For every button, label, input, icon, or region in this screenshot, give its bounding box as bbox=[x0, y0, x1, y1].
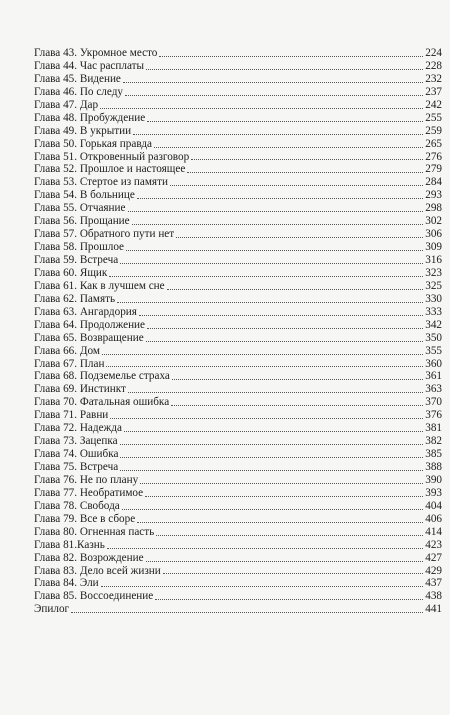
toc-entry bbox=[34, 151, 442, 164]
dot-leader bbox=[132, 223, 424, 225]
dot-leader bbox=[125, 94, 423, 96]
dot-leader bbox=[159, 55, 423, 57]
toc-entry bbox=[34, 47, 442, 60]
dot-leader bbox=[106, 365, 423, 367]
toc-entry bbox=[34, 254, 442, 267]
toc-entry-title: Глава 71. Равни bbox=[34, 409, 109, 422]
toc-entry bbox=[34, 590, 442, 603]
toc-entry bbox=[34, 267, 442, 280]
toc-entry-page-number: 382 bbox=[425, 435, 442, 448]
toc-entry bbox=[34, 86, 442, 99]
toc-entry bbox=[34, 474, 442, 487]
toc-entry bbox=[34, 396, 442, 409]
toc-entry-title: Глава 75. Встреча bbox=[34, 461, 119, 473]
toc-entry-page-number: 316 bbox=[425, 254, 442, 266]
toc-entry-title: Глава 85. Воссоединение bbox=[34, 590, 154, 603]
toc-entry bbox=[34, 215, 442, 228]
toc-entry-title: Глава 79. Все в сборе bbox=[34, 512, 136, 525]
dot-leader bbox=[171, 404, 423, 406]
toc-entry-title: Глава 63. Ангардория bbox=[34, 305, 137, 318]
toc-entry-title: Глава 55. Отчаяние bbox=[34, 202, 126, 215]
toc-entry-title: Глава 68. Подземелье страха bbox=[34, 370, 170, 383]
toc-entry bbox=[34, 552, 442, 565]
toc-entry-page-number: 279 bbox=[425, 163, 442, 176]
toc-entry bbox=[34, 383, 442, 396]
toc-entry-title: Глава 58. Прошлое bbox=[34, 241, 125, 254]
dot-leader bbox=[140, 482, 423, 484]
toc-entry-page-number: 355 bbox=[425, 344, 442, 357]
toc-entry-title: Глава 84. Эли bbox=[34, 577, 99, 590]
toc-entry bbox=[34, 319, 442, 332]
toc-entry bbox=[34, 176, 442, 189]
dot-leader bbox=[128, 391, 423, 393]
toc-entry-page-number: 323 bbox=[425, 266, 442, 279]
toc-entry bbox=[34, 539, 442, 552]
dot-leader bbox=[101, 585, 424, 587]
toc-entry-page-number: 441 bbox=[425, 603, 442, 616]
toc-entry-title: Глава 64. Продолжение bbox=[34, 318, 146, 331]
toc-entry-page-number: 414 bbox=[425, 525, 442, 538]
toc-entry-title: Глава 78. Свобода bbox=[34, 499, 120, 512]
dot-leader bbox=[167, 288, 424, 290]
toc-entry-page-number: 333 bbox=[425, 305, 442, 318]
toc-entry-page-number: 404 bbox=[425, 499, 442, 512]
dot-leader bbox=[139, 314, 423, 316]
dot-leader bbox=[163, 572, 423, 574]
dot-leader bbox=[100, 107, 423, 109]
toc-entry bbox=[34, 448, 442, 461]
dot-leader bbox=[146, 560, 424, 562]
dot-leader bbox=[107, 547, 423, 549]
dot-leader bbox=[117, 301, 423, 303]
dot-leader bbox=[147, 120, 423, 122]
dot-leader bbox=[172, 378, 423, 380]
toc-entry-title: Глава 60. Ящик bbox=[34, 266, 108, 279]
dot-leader bbox=[120, 469, 423, 471]
toc-entry-title: Глава 59. Встреча bbox=[34, 254, 119, 266]
toc-entry-title: Глава 53. Стертое из памяти bbox=[34, 176, 168, 189]
dot-leader bbox=[156, 534, 423, 536]
toc-entry-title: Глава 56. Прощание bbox=[34, 215, 130, 228]
toc-entry-page-number: 370 bbox=[425, 396, 442, 409]
toc-entry-page-number: 363 bbox=[425, 383, 442, 396]
toc-entry bbox=[34, 513, 442, 526]
toc-entry-title: Глава 66. Дом bbox=[34, 344, 100, 357]
toc-entry bbox=[34, 422, 442, 435]
toc-entry-title: Глава 50. Горькая правда bbox=[34, 137, 153, 150]
toc-entry-title: Глава 74. Ошибка bbox=[34, 448, 119, 461]
toc-entry bbox=[34, 370, 442, 383]
dot-leader bbox=[154, 146, 423, 148]
dot-leader bbox=[124, 430, 423, 432]
toc-entry bbox=[34, 603, 442, 616]
toc-entry bbox=[34, 202, 442, 215]
toc-entry-title: Глава 62. Память bbox=[34, 292, 116, 305]
toc-entry-title: Глава 72. Надежда bbox=[34, 422, 122, 435]
toc-entry-title: Глава 82. Возрождение bbox=[34, 551, 144, 564]
toc-entry-title: Глава 57. Обратного пути нет bbox=[34, 228, 175, 241]
toc-entry-title: Глава 70. Фатальная ошибка bbox=[34, 396, 170, 409]
dot-leader bbox=[187, 171, 423, 173]
toc-entry bbox=[34, 358, 442, 371]
toc-entry bbox=[34, 73, 442, 86]
toc-entry-page-number: 306 bbox=[425, 228, 442, 241]
toc-entry bbox=[34, 293, 442, 306]
toc-entry-page-number: 342 bbox=[425, 318, 442, 331]
toc-entry-page-number: 406 bbox=[425, 512, 442, 525]
dot-leader bbox=[133, 133, 423, 135]
toc-entry-title: Глава 67. План bbox=[34, 357, 105, 370]
toc-entry-title: Глава 43. Укромное место bbox=[34, 47, 158, 59]
toc-entry bbox=[34, 461, 442, 474]
toc-entry-page-number: 302 bbox=[425, 215, 442, 228]
dot-leader bbox=[147, 327, 423, 329]
toc-entry-page-number: 330 bbox=[425, 292, 442, 305]
toc-entry-page-number: 429 bbox=[425, 564, 442, 577]
toc-entry-title: Глава 47. Дар bbox=[34, 98, 99, 111]
dot-leader bbox=[170, 184, 423, 186]
dot-leader bbox=[122, 508, 423, 510]
dot-leader bbox=[155, 598, 423, 600]
toc-entry bbox=[34, 409, 442, 422]
dot-leader bbox=[109, 275, 423, 277]
toc-entry bbox=[34, 99, 442, 112]
toc-entry bbox=[34, 332, 442, 345]
toc-entry bbox=[34, 526, 442, 539]
toc-entry-title: Глава 44. Час расплаты bbox=[34, 59, 145, 72]
toc-entry-title: Глава 51. Откровенный разговор bbox=[34, 150, 190, 163]
toc-entry bbox=[34, 125, 442, 138]
toc-entry-page-number: 309 bbox=[425, 241, 442, 254]
toc-entry bbox=[34, 487, 442, 500]
toc-entry-page-number: 390 bbox=[425, 473, 442, 486]
toc-entry bbox=[34, 228, 442, 241]
toc-entry-title: Глава 81.Казнь bbox=[34, 538, 105, 551]
toc-entry-title: Глава 48. Пробуждение bbox=[34, 111, 146, 124]
dot-leader bbox=[145, 495, 423, 497]
toc-entry-page-number: 393 bbox=[425, 486, 442, 499]
toc-entry bbox=[34, 345, 442, 358]
toc-entry bbox=[34, 112, 442, 125]
toc-entry bbox=[34, 138, 442, 151]
dot-leader bbox=[123, 81, 423, 83]
toc-entry bbox=[34, 189, 442, 202]
dot-leader bbox=[146, 340, 424, 342]
dot-leader bbox=[137, 197, 423, 199]
toc-entry-title: Глава 46. По следу bbox=[34, 85, 123, 98]
toc-entry-title: Глава 61. Как в лучшем сне bbox=[34, 279, 165, 292]
dot-leader bbox=[120, 456, 423, 458]
toc-entry-title: Глава 76. Не по плану bbox=[34, 473, 139, 486]
toc-entry-page-number: 232 bbox=[425, 72, 442, 85]
toc-entry-page-number: 276 bbox=[425, 150, 442, 163]
toc-entry-title: Глава 45. Видение bbox=[34, 72, 121, 85]
dot-leader bbox=[146, 68, 423, 70]
toc-entry-page-number: 388 bbox=[425, 461, 442, 473]
toc-entry-page-number: 259 bbox=[425, 124, 442, 137]
toc-entry-page-number: 437 bbox=[425, 577, 442, 590]
toc-entry-title: Глава 52. Прошлое и настоящее bbox=[34, 163, 186, 176]
toc-entry bbox=[34, 435, 442, 448]
toc-entry-page-number: 228 bbox=[425, 59, 442, 72]
toc-entry-page-number: 438 bbox=[425, 590, 442, 603]
dot-leader bbox=[126, 249, 423, 251]
toc-entry-page-number: 381 bbox=[425, 422, 442, 435]
toc-entry bbox=[34, 163, 442, 176]
toc-entry-page-number: 361 bbox=[425, 370, 442, 383]
toc-entry-title: Глава 83. Дело всей жизни bbox=[34, 564, 161, 577]
toc-entry-page-number: 265 bbox=[425, 137, 442, 150]
toc-entry bbox=[34, 577, 442, 590]
toc-entry-title: Глава 65. Возвращение bbox=[34, 331, 144, 344]
dot-leader bbox=[176, 236, 423, 238]
toc-entry-page-number: 237 bbox=[425, 85, 442, 98]
dot-leader bbox=[71, 611, 423, 613]
toc-entry-page-number: 376 bbox=[425, 409, 442, 422]
dot-leader bbox=[128, 210, 424, 212]
toc-entry-page-number: 242 bbox=[425, 98, 442, 111]
toc-entry-title: Глава 77. Необратимое bbox=[34, 486, 144, 499]
toc-entry-page-number: 298 bbox=[425, 202, 442, 215]
toc-entry-page-number: 423 bbox=[425, 538, 442, 551]
toc-entry bbox=[34, 500, 442, 513]
toc-entry-page-number: 293 bbox=[425, 189, 442, 202]
toc-entry bbox=[34, 241, 442, 254]
toc-entry-page-number: 360 bbox=[425, 357, 442, 370]
dot-leader bbox=[120, 262, 423, 264]
dot-leader bbox=[120, 443, 424, 445]
table-of-contents bbox=[34, 47, 442, 616]
toc-entry-title: Глава 80. Огненная пасть bbox=[34, 525, 155, 538]
dot-leader bbox=[191, 158, 423, 160]
toc-entry-page-number: 427 bbox=[425, 551, 442, 564]
toc-entry-page-number: 325 bbox=[425, 279, 442, 292]
toc-entry bbox=[34, 280, 442, 293]
toc-entry bbox=[34, 60, 442, 73]
toc-entry-title: Глава 54. В больнице bbox=[34, 189, 135, 202]
toc-entry-title: Глава 49. В укрытии bbox=[34, 124, 132, 137]
toc-entry-page-number: 350 bbox=[425, 331, 442, 344]
toc-entry-page-number: 385 bbox=[425, 448, 442, 461]
toc-entry-page-number: 255 bbox=[425, 111, 442, 124]
toc-entry bbox=[34, 306, 442, 319]
toc-entry-title: Глава 73. Зацепка bbox=[34, 435, 118, 448]
toc-entry-page-number: 224 bbox=[425, 47, 442, 59]
dot-leader bbox=[110, 417, 423, 419]
toc-entry-title: Глава 69. Инстинкт bbox=[34, 383, 126, 396]
dot-leader bbox=[102, 353, 423, 355]
toc-entry-page-number: 284 bbox=[425, 176, 442, 189]
dot-leader bbox=[137, 521, 423, 523]
toc-entry-title: Эпилог bbox=[34, 603, 70, 616]
toc-entry bbox=[34, 565, 442, 578]
